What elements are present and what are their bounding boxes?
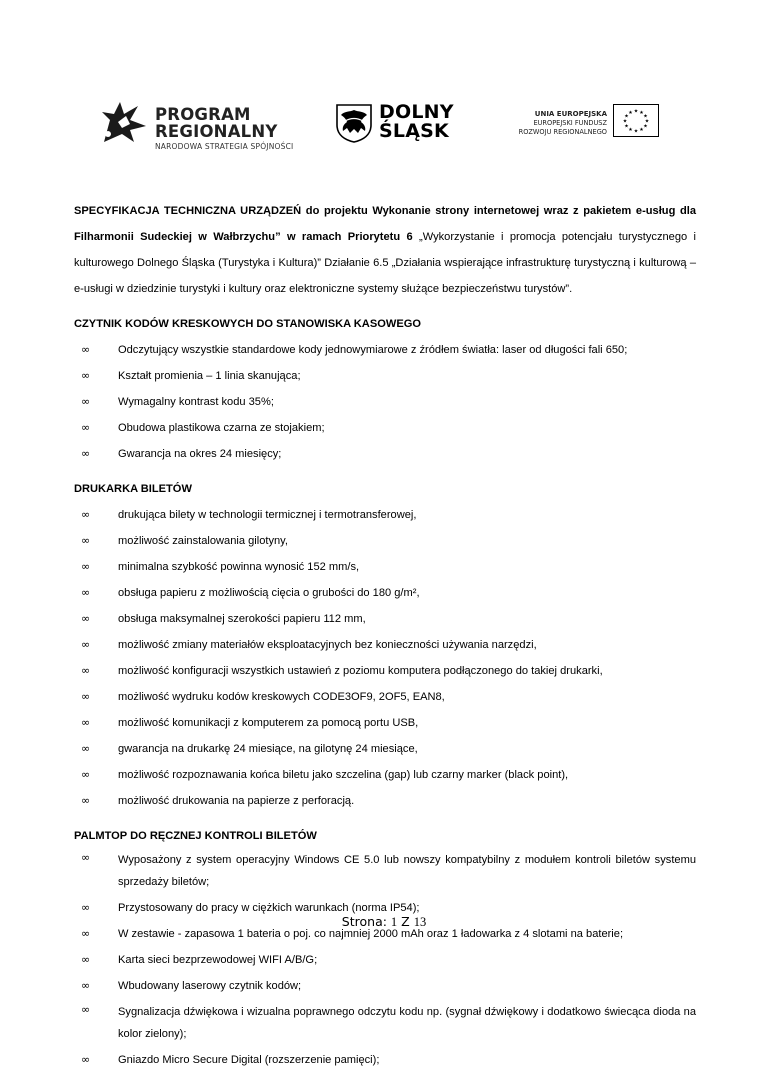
program-regionalny-logo (100, 100, 294, 151)
intro-paragraph (74, 198, 696, 302)
bullet-icon: ∞ (81, 794, 91, 807)
svg-text:★: ★ (628, 110, 633, 116)
list-item: ∞ Wyposażony z system operacyjny Windows CE 5.0 lub nowszy kompatybilny z modułem kontroli biletów systemu sprzedaży biletów; (74, 847, 696, 895)
bullet-icon: ∞ (81, 586, 91, 599)
list-item: ∞ możliwość zainstalowania gilotyny, (74, 528, 696, 554)
dolny-slask-line2: ŚLĄSK (379, 120, 449, 142)
list-item: ∞ Sygnalizacja dźwiękowa i wizualna poprawnego odczytu kodu np. (sygnał dźwiękowy i dodatkowo świecąca dioda na kolor zielony); (74, 999, 696, 1047)
svg-text:★: ★ (639, 110, 644, 116)
section-title: CZYTNIK KODÓW KRESKOWYCH DO STANOWISKA KASOWEGO (74, 318, 421, 330)
svg-text:★: ★ (644, 118, 650, 125)
eu-logo-line2: EUROPEJSKI FUNDUSZ (533, 119, 607, 127)
bullet-icon: ∞ (81, 343, 91, 356)
bullet-icon: ∞ (81, 768, 91, 781)
svg-text:★: ★ (643, 123, 648, 130)
svg-text:★: ★ (624, 123, 629, 130)
eu-logo-line1: UNIA EUROPEJSKA (534, 110, 607, 118)
bullet-icon: ∞ (81, 395, 91, 408)
list-item: ∞ Karta sieci bezprzewodowej WIFI A/B/G; (74, 947, 696, 973)
section-ticket-printer (74, 482, 696, 814)
list-item: ∞ możliwość zmiany materiałów eksploatacyjnych bez konieczności używania narzędzi, (74, 632, 696, 658)
section-title: PALMTOP DO RĘCZNEJ KONTROLI BILETÓW (74, 830, 317, 842)
list-item: ∞ Kształt promienia – 1 linia skanująca; (74, 363, 696, 389)
list-item: ∞ Przystosowany do pracy w ciężkich warunkach (norma IP54); (74, 895, 696, 921)
bullet-icon: ∞ (81, 979, 91, 992)
list-item: ∞ Wymagalny kontrast kodu 35%; (74, 389, 696, 415)
bullet-icon: ∞ (81, 421, 91, 434)
bullet-icon: ∞ (81, 742, 91, 755)
spec-list (74, 847, 696, 1073)
bullet-icon: ∞ (81, 927, 91, 940)
svg-text:★: ★ (622, 118, 628, 125)
bullet-icon: ∞ (81, 369, 91, 382)
intro-normal-text: „Wykorzystanie i promocja potencjału turystycznego i kulturowego Dolnego Śląska (Turystyka i Kultura)” Działanie 6.5 „Działania wspierające infrastrukturę turystyczną i kulturową – e-usługi w dziedzinie turystyki i kultury oraz elektroniczne systemy służące bezpieczeństwu turystów”. (74, 231, 696, 295)
list-item: ∞ minimalna szybkość powinna wynosić 152 mm/s, (74, 554, 696, 580)
list-item: ∞ Odczytujący wszystkie standardowe kody jednowymiarowe z źródłem światła: laser od długości fali 650; (74, 337, 696, 363)
svg-text:★: ★ (633, 128, 639, 135)
list-item: ∞ możliwość drukowania na papierze z perforacją. (74, 788, 696, 814)
list-item: ∞ Obudowa plastikowa czarna ze stojakiem; (74, 415, 696, 441)
program-regionalny-emblem-icon (100, 100, 150, 144)
bullet-icon: ∞ (81, 560, 91, 573)
section-title: DRUKARKA BILETÓW (74, 483, 192, 495)
section-barcode-reader (74, 317, 696, 467)
dolny-slask-logo (335, 101, 454, 148)
list-item: ∞ gwarancja na drukarkę 24 miesiące, na gilotynę 24 miesiące, (74, 736, 696, 762)
bullet-icon: ∞ (81, 447, 91, 460)
bullet-icon: ∞ (81, 953, 91, 966)
dolny-slask-line1: DOLNY (379, 101, 454, 123)
bullet-icon: ∞ (81, 612, 91, 625)
list-item: ∞ możliwość konfiguracji wszystkich ustawień z poziomu komputera podłączonego do takiej drukarki, (74, 658, 696, 684)
spec-list (74, 502, 696, 814)
eagle-crest-icon (335, 103, 373, 143)
page-label: Strona: (341, 914, 391, 929)
program-logo-line1: PROGRAM (155, 105, 251, 124)
list-item: ∞ możliwość komunikacji z komputerem za pomocą portu USB, (74, 710, 696, 736)
intro-bold-text: SPECYFIKACJA TECHNICZNA URZĄDZEŃ do projektu Wykonanie strony internetowej wraz z pakietem e-usług dla Filharmonii Sudeckiej w Wałbrzychu” w ramach Priorytetu 6 (74, 205, 696, 243)
svg-text:★: ★ (628, 127, 633, 133)
svg-text:★: ★ (633, 108, 639, 115)
list-item: ∞ Wbudowany laserowy czytnik kodów; (74, 973, 696, 999)
bullet-icon: ∞ (81, 1053, 91, 1066)
program-logo-line3: NARODOWA STRATEGIA SPÓJNOŚCI (155, 142, 294, 151)
list-item: ∞ W zestawie - zapasowa 1 bateria o poj. co najmniej 2000 mAh oraz 1 ładowarka z 4 slotami na baterie; (74, 921, 696, 947)
bullet-icon: ∞ (81, 1003, 91, 1016)
page-header (0, 0, 768, 160)
section-palmtop (74, 829, 696, 1073)
list-item: ∞ Gwarancja na okres 24 miesięcy; (74, 441, 696, 467)
eu-logo-line3: ROZWOJU REGIONALNEGO (518, 128, 607, 136)
page-total: 13 (413, 915, 427, 929)
svg-text:★: ★ (624, 113, 629, 120)
page-separator: Z (397, 914, 414, 929)
list-item: ∞ możliwość rozpoznawania końca biletu jako szczelina (gap) lub czarny marker (black point), (74, 762, 696, 788)
list-item: ∞ drukująca bilety w technologii termicznej i termotransferowej, (74, 502, 696, 528)
bullet-icon: ∞ (81, 716, 91, 729)
bullet-icon: ∞ (81, 638, 91, 651)
bullet-icon: ∞ (81, 508, 91, 521)
page-footer (0, 914, 768, 930)
list-item: ∞ Gniazdo Micro Secure Digital (rozszerzenie pamięci); (74, 1047, 696, 1073)
list-item: ∞ obsługa maksymalnej szerokości papieru 112 mm, (74, 606, 696, 632)
eu-flag-icon (613, 104, 659, 137)
bullet-icon: ∞ (81, 690, 91, 703)
list-item: ∞ możliwość wydruku kodów kreskowych CODE3OF9, 2OF5, EAN8, (74, 684, 696, 710)
svg-text:★: ★ (639, 127, 644, 133)
document-body (74, 198, 696, 1073)
bullet-icon: ∞ (81, 901, 91, 914)
bullet-icon: ∞ (81, 534, 91, 547)
list-item: ∞ obsługa papieru z możliwością cięcia o grubości do 180 g/m², (74, 580, 696, 606)
bullet-icon: ∞ (81, 851, 91, 864)
svg-text:★: ★ (643, 113, 648, 120)
spec-list (74, 337, 696, 467)
program-logo-line2: REGIONALNY (155, 122, 278, 141)
page-number: 1 (390, 915, 398, 929)
bullet-icon: ∞ (81, 664, 91, 677)
